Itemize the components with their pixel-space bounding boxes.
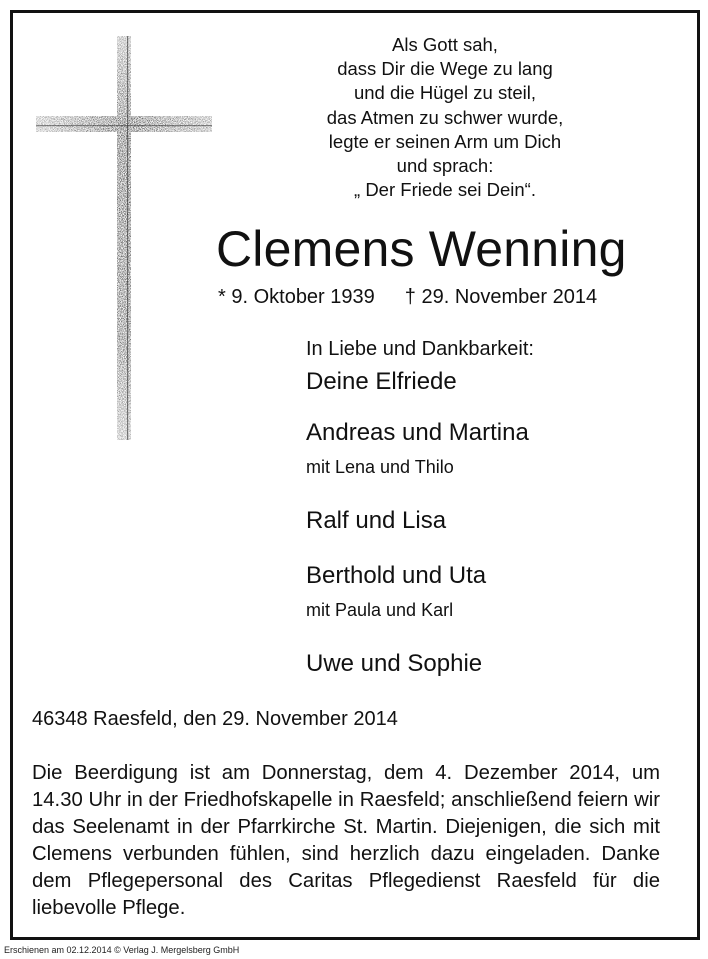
family-member: Berthold und Uta bbox=[306, 562, 487, 589]
family-intro: In Liebe und Dankbarkeit: bbox=[306, 338, 534, 360]
birth-date: * 9. Oktober 1939 bbox=[218, 286, 375, 308]
life-dates bbox=[218, 285, 597, 309]
family-member-children: mit Lena und Thilo bbox=[306, 457, 454, 477]
family-member: Deine Elfriede bbox=[306, 368, 457, 395]
death-date: † 29. November 2014 bbox=[404, 286, 598, 308]
poem-line: und sprach: bbox=[396, 155, 494, 177]
family-member: Uwe und Sophie bbox=[306, 650, 483, 677]
poem-line: das Atmen zu schwer wurde, bbox=[326, 106, 564, 128]
family-member-children: mit Paula und Karl bbox=[306, 600, 454, 620]
publication-footer: Erschienen am 02.12.2014 © Verlag J. Mergelsberg GmbH bbox=[4, 945, 240, 955]
cross-icon bbox=[30, 32, 215, 444]
poem-line: Als Gott sah, bbox=[392, 34, 498, 55]
family-member: Andreas und Martina bbox=[306, 419, 529, 446]
deceased-name: Clemens Wenning bbox=[216, 221, 627, 277]
family-member: Ralf und Lisa bbox=[306, 507, 447, 534]
poem-line: „ Der Friede sei Dein“. bbox=[354, 179, 536, 201]
funeral-announcement: Die Beerdigung ist am Donnerstag, dem 4. Dezember 2014, um 14.30 Uhr in der Friedhofskapelle in Raesfeld; anschließend feiern wir das Seelenamt in der Pfarrkirche St. Martin. Diejenigen, die sich mit Clemens verbunden fühlen, sind herzlich dazu eingeladen. Danke dem Pflegepersonal des Caritas Pflegedienst Raesfeld für die liebevolle Pflege. bbox=[32, 762, 660, 919]
poem-line: legte er seinen Arm um Dich bbox=[328, 130, 562, 152]
poem-line: dass Dir die Wege zu lang bbox=[337, 58, 553, 80]
poem-line: und die Hügel zu steil, bbox=[353, 82, 537, 104]
place-and-date: 46348 Raesfeld, den 29. November 2014 bbox=[32, 708, 398, 730]
poem bbox=[270, 33, 620, 202]
